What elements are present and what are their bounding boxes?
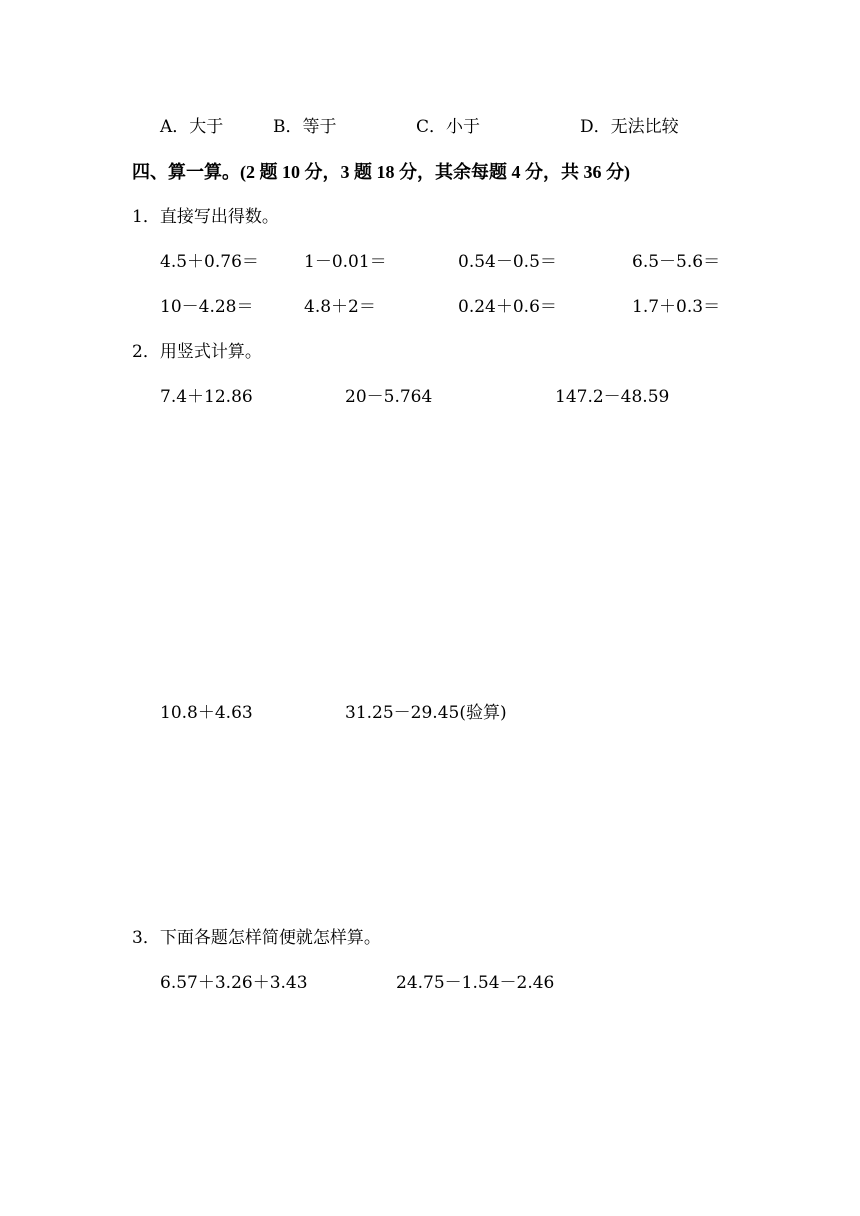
q1-expression: 4.8＋2＝ bbox=[304, 297, 376, 317]
q1-expression: 6.5－5.6＝ bbox=[632, 252, 721, 272]
q1-expression: 1－0.01＝ bbox=[304, 252, 387, 272]
q1-expression: 0.24＋0.6＝ bbox=[458, 297, 557, 317]
q2-expression: 10.8＋4.63 bbox=[160, 703, 253, 723]
question-3-title: 3．下面各题怎样简便就怎样算。 bbox=[132, 928, 381, 948]
choice-c: C．小于 bbox=[416, 117, 481, 137]
q1-expression: 4.5＋0.76＝ bbox=[160, 252, 259, 272]
q2-expression: 31.25－29.45(验算) bbox=[345, 703, 507, 723]
question-2-title: 2．用竖式计算。 bbox=[132, 342, 262, 362]
q2-expression: 20－5.764 bbox=[345, 387, 433, 407]
q1-expression: 1.7＋0.3＝ bbox=[632, 297, 721, 317]
section-heading: 四、算一算。(2 题 10 分，3 题 18 分，其余每题 4 分，共 36 分) bbox=[132, 162, 630, 182]
q3-expression: 24.75－1.54－2.46 bbox=[396, 973, 555, 993]
choice-b: B．等于 bbox=[273, 117, 337, 137]
choice-a: A．大于 bbox=[160, 117, 224, 137]
q2-expression: 7.4＋12.86 bbox=[160, 387, 253, 407]
q1-expression: 0.54－0.5＝ bbox=[458, 252, 557, 272]
question-1-title: 1．直接写出得数。 bbox=[132, 207, 279, 227]
q3-expression: 6.57＋3.26＋3.43 bbox=[160, 973, 308, 993]
q2-expression: 147.2－48.59 bbox=[555, 387, 670, 407]
choice-d: D．无法比较 bbox=[580, 117, 679, 137]
q1-expression: 10－4.28＝ bbox=[160, 297, 254, 317]
